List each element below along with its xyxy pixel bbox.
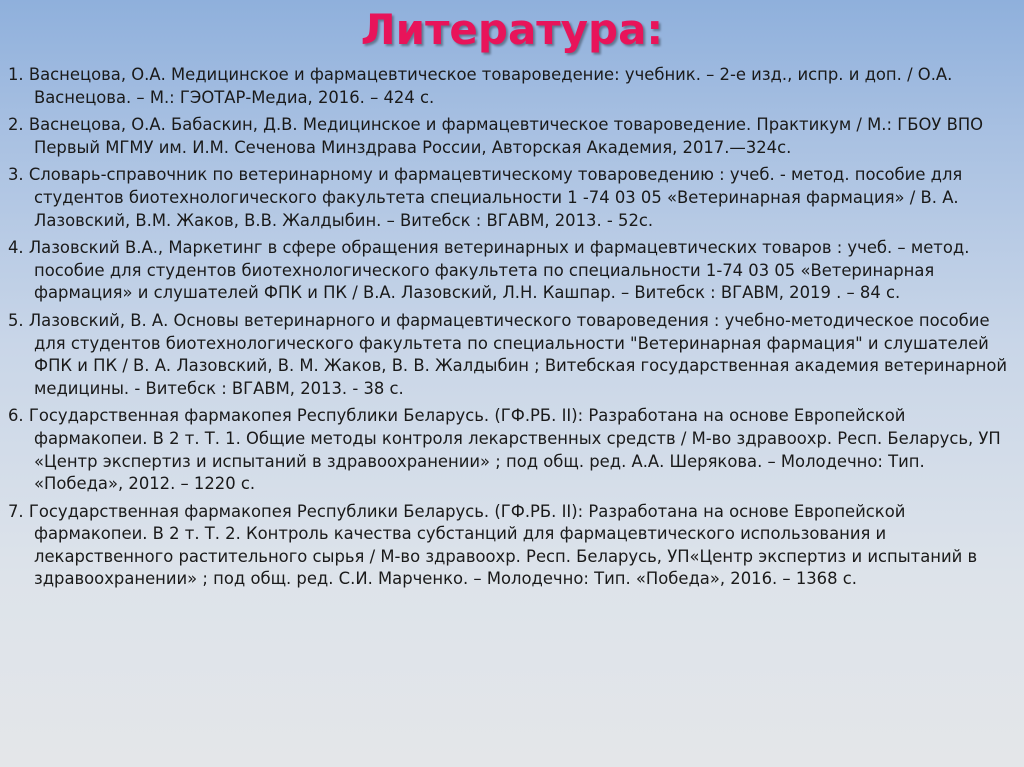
reference-item: 5. Лазовский, В. А. Основы ветеринарного и фармацевтического товароведения : учебно-методическое пособие для студентов биотехнологического факультета по специальности "Ветеринарная фармация" и слушателей ФПК и ПК / В. А. Лазовский, В. М. Жаков, В. В. Жалдыбин ; Витебская государственная академия ветеринарной медицины. - Витебск : ВГАВМ, 2013. - 38 с. bbox=[8, 310, 1008, 398]
reference-list bbox=[8, 64, 1016, 596]
reference-item: 4. Лазовский В.А., Маркетинг в сфере обращения ветеринарных и фармацевтических товаров : учеб. – метод. пособие для студентов биотехнологического факультета по специальности 1-74 03 05 «Ветеринарная фармация» и слушателей ФПК и ПК / В.А. Лазовский, Л.Н. Кашпар. – Витебск : ВГАВМ, 2019 . – 84 с. bbox=[8, 238, 970, 303]
slide-title: Литература: bbox=[360, 5, 664, 54]
reference-item: 1. Васнецова, О.А. Медицинское и фармацевтическое товароведение: учебник. – 2-е изд., испр. и доп. / О.А. Васнецова. – М.: ГЭОТАР-Медиа, 2016. – 424 с. bbox=[8, 65, 953, 107]
reference-item: 3. Словарь-справочник по ветеринарному и фармацевтическому товароведению : учеб. - метод. пособие для студентов биотехнологического факультета специальности 1 -74 03 05 «Ветеринарная фармация» / В. А. Лазовский, В.М. Жаков, В.В. Жалдыбин. – Витебск : ВГАВМ, 2013. - 52с. bbox=[8, 165, 963, 230]
reference-item: 7. Государственная фармакопея Республики Беларусь. (ГФ.РБ. II): Разработана на основе Европейской фармакопеи. В 2 т. Т. 2. Контроль качества субстанций для фармацевтического использования и лекарственного растительного сырья / М-во здравоохр. Респ. Беларусь, УП«Центр экспертиз и испытаний в здравоохранении» ; под общ. ред. С.И. Марченко. – Молодечно: Тип. «Победа», 2016. – 1368 с. bbox=[8, 501, 978, 589]
reference-item: 6. Государственная фармакопея Республики Беларусь. (ГФ.РБ. II): Разработана на основе Европейской фармакопеи. В 2 т. Т. 1. Общие методы контроля лекарственных средств / М-во здравоохр. Респ. Беларусь, УП «Центр экспертиз и испытаний в здравоохранении» ; под общ. ред. А.А. Шерякова. – Молодечно: Тип. «Победа», 2012. – 1220 с. bbox=[8, 406, 1001, 494]
reference-item: 2. Васнецова, О.А. Бабаскин, Д.В. Медицинское и фармацевтическое товароведение. Практикум / М.: ГБОУ ВПО Первый МГМУ им. И.М. Сеченова Минздрава России, Авторская Академия, 2017.—324с. bbox=[8, 115, 984, 157]
